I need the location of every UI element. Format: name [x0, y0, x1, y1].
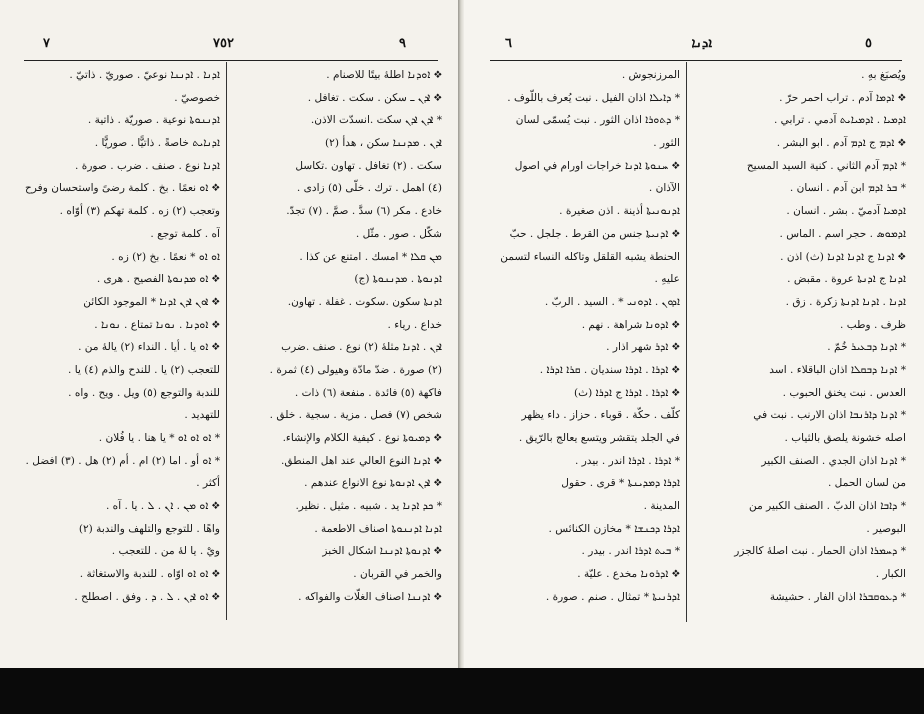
entry-line: ويُصبَغ بهِ .: [861, 69, 906, 81]
entry-line: أكثر .: [196, 477, 220, 490]
column-divider: [226, 62, 227, 620]
entry-line: * ܕܬܘܪܐ اذان الثور . نبت يُسمّى لسان: [515, 114, 680, 127]
entry-line: ❖ ܐܘ ܡܕܢܘܬܐ الفصيح . هرى .: [96, 273, 220, 286]
entry-line: ܐܕܢܢܘܬܐ نوعية . صوريّة . ذاتية .: [87, 114, 220, 127]
outer-page-number: ٥: [865, 36, 872, 51]
entry-line: ܡܢ ܩܠܐ * امسك . امتنع عن كذا .: [299, 250, 442, 263]
entry-line: والخمر في القربان .: [353, 568, 442, 581]
entry-line: ܐܕܢܐ . ܐܕܢܐ ܐܕܢܬܐ زكرة . زق .: [785, 295, 906, 308]
entry-line: * ܐܕܡ آدم الثاني . كنية السيد المسيح: [746, 159, 906, 172]
running-head: ܐܕܢܐ: [691, 36, 712, 51]
entry-line: ❖ ܐܕܢ ܐܕܢܘܬܐ نوع الانواع عندهم .: [304, 477, 442, 490]
entry-line: * ܕܥܘܩܒܪܐ اذان الفار . حشيشة: [769, 590, 906, 603]
entry-line: ܐܕܢ . ܐܕܢܐ مثلهٔ (٢) نوع . صنف .ضرب: [281, 341, 442, 354]
entry-line: ܐܕܪܐ ܕܟܢܫܐ * مخازن الكنائس .: [548, 522, 680, 535]
entry-line: * ܐܕܪܐ . ܐܕܪܐ اندر . بيدر .: [574, 454, 680, 467]
entry-line: * ܕܐܒܐ اذان الدبّ . الصنف الكبير من: [749, 500, 906, 513]
entry-line: خداع . رياء .: [387, 318, 442, 331]
entry-line: ❖ ܐܘܕܢܐ اطلهٔ بیتًا للاصنام .: [326, 69, 442, 81]
entry-line: ❖ ܐܘܢ ܐܕܢ ܐܕܢܐ * الموجود الكائن: [83, 295, 220, 308]
entry-line: ❖ ܕܡܝܘܬܐ نوع . كيفية الكلام والإنشاء.: [282, 432, 442, 444]
entry-line: ❖ ܐܘ ܡܢ . ܐܢ . ܠ . يا . آه .: [105, 500, 220, 513]
entry-line: ܐܕܢܐ . ܐܕܢܢܐ نوعيّ . صوريّ . ذاتيّ .: [69, 69, 220, 81]
entry-line: كلّف . حكّة . قوباء . حزاز . داء يظهر: [521, 409, 680, 422]
entry-line: ❖ ܐܕܢܢܐ اصناف الغلّات والفواكه .: [298, 590, 442, 603]
entry-line: ❖ ܐܘ نعمًا . بخ . كلمة رضیً واستحسان وفرح: [24, 182, 220, 195]
entry-line: ❖ ܐܕܡ ج ܐܕܡ آدم . ابو البشر .: [776, 137, 906, 150]
entry-line: ❖ ܐܕܢܝܬܐ جنس من القرط . جلجل . حبّ: [509, 227, 680, 240]
entry-line: ܐܕܢܘܬܐ . ܡܕܢܢܘܬܐ (ج): [354, 273, 442, 286]
entry-line: * ܟܕ ܐܕܢܐ يد . شبيه . مثيل . نظير.: [295, 500, 442, 513]
entry-line: للتهديد .: [184, 409, 220, 422]
entry-line: * ܐܕܢܐ ܕܒܩܠܐ اذان الباقلاء . اسد: [769, 363, 906, 376]
entry-line: ❖ ܐܕܢܘܬܐ ܐܕܢܢܐ اشكال الخبز: [322, 545, 442, 558]
entry-line: * ܐܘ أو . اما (٢) ام . أم (٢) هل . (٣) افضل .: [25, 454, 220, 467]
entry-line: العدس . نبت يخنق الحبوب .: [782, 386, 906, 399]
left-page-header: [0, 36, 458, 58]
running-head: ٧٥٢: [213, 36, 234, 51]
entry-line: ❖ ܐܕܡܐ آدم . تراب احمر حرّ .: [779, 91, 906, 104]
entry-line: الكبار .: [875, 568, 906, 581]
entry-line: اصله خشونة يلصق بالثياب .: [784, 432, 906, 444]
right-page: [464, 0, 924, 668]
entry-line: ܐܘ ܐܘ * نعمًا . بخ (٢) زه .: [111, 250, 220, 263]
right-column: [232, 64, 442, 609]
entry-line: ❖ ܐܘܕܢܐ . ܢܘܢܐ تمتاع . ܢܘܢܐ .: [94, 318, 220, 331]
entry-line: * ܒܪ ܐܕܡ ابن آدم . انسان .: [789, 182, 906, 195]
scan-border: [0, 668, 924, 714]
entry-line: وتعجب (٢) زه . كلمة تهكم (٣) أوّاه .: [59, 205, 220, 218]
entry-line: (٤) اهمل . ترك . خلّی (٥) زادی .: [296, 182, 442, 195]
entry-line: المدينة .: [643, 500, 680, 513]
entry-line: من لسان الحمل .: [827, 477, 906, 490]
entry-line: ܐܕܘܢ . ܐܕܘܢܝ * . السيد . الربّ .: [544, 295, 680, 308]
entry-line: ❖ ܐܕܢ ـ سكن . سكت . تغافل .: [307, 91, 442, 104]
entry-line: فاكهة (٥) فائدة . منفعة (٦) ذات .: [294, 386, 442, 399]
entry-line: ظرف . وطب .: [839, 318, 906, 331]
outer-page-number: ٩: [399, 36, 406, 51]
entry-line: البوصير .: [866, 522, 906, 535]
entry-line: ❖ ܐܕܪܐ . ܐܕܪܐ ج ܐܕܪܐ (ث): [574, 386, 680, 399]
entry-line: الآذان .: [648, 182, 680, 195]
entry-line: ܐܕܡܝܐ آدميّ . بشر . انسان .: [786, 205, 906, 218]
entry-line: ܐܕܢܐ ܐܕܢܢܘܬܐ اصناف الاطعمة .: [314, 522, 442, 535]
entry-line: ܐܕܪܐ ܕܡܕܝܢܬܐ * قرى . حقول: [561, 477, 680, 490]
entry-line: ❖ ܐܘ ܐܘ اوّاه . للندبة والاستغاثة .: [79, 568, 220, 581]
entry-line: الحنطة يشبه القلقل وتاكله النساء لتسمن: [500, 250, 680, 263]
entry-line: ܐܕܡܝܐ . ܐܕܡܝܐܝܬ آدمي . ترابي .: [773, 114, 906, 127]
entry-line: * ܒܝܬ ܐܕܪܐ اندر . بيدر .: [581, 545, 680, 558]
right-page-header: [464, 36, 924, 58]
entry-line: ❖ ܚܢܘܬܐ ܐܕܢܐ خراجات اورام في اصول: [514, 159, 680, 172]
entry-line: ܐܕܡܘܣ . حجر اسم . الماس .: [779, 227, 906, 240]
entry-line: ❖ ܐܕܪ شهر اذار .: [606, 341, 680, 354]
entry-line: (٢) صورة . ضدّ مادّة وهيولی (٤) ثمرة .: [269, 363, 442, 376]
entry-line: ܐܕܪܢܝܬܐ * تمثال . صنم . صورة .: [545, 590, 680, 603]
entry-line: ❖ ܐܘ ܐܕܢ . ܠ . ܕ . وفق . اصطلح .: [74, 590, 220, 603]
entry-line: * ܐܘ ܐܘ ܐܘ * يا هنا . يا فُلان .: [98, 432, 220, 444]
entry-line: شخص (٧) فصل . مزية . سجية . خلق .: [269, 409, 442, 422]
entry-line: آه . كلمة توجع .: [150, 227, 220, 240]
left-column: [24, 64, 220, 609]
entry-line: سكت . (٢) تغافل . تهاون .تكاسل: [295, 159, 442, 172]
entry-line: ❖ ܐܕܢܐ النوع العالي عند اهل المنطق.: [281, 454, 442, 467]
entry-line: المرزنجوش .: [621, 69, 680, 81]
entry-line: ܐܕܢܘܢܝܬܐ أذينة . اذن صغيرة .: [559, 205, 680, 218]
entry-line: خصوصيّ .: [174, 91, 220, 104]
entry-line: ܐܕܢܐܝܬ خاصةً . ذاتيًّا . صوريًّا .: [94, 137, 220, 150]
entry-line: للتعجب (٢) يا . للندح والذم (٤) يا .: [67, 363, 220, 376]
entry-line: * ܕܐܝܠܐ اذان الفيل . نبت يُعرف باللّوف .: [507, 91, 680, 104]
entry-line: الثور .: [653, 137, 680, 150]
entry-line: خادع . مکر (٦) سدَّ . صمَّ . (٧) تجدّ.: [286, 205, 442, 218]
header-rule: [490, 60, 902, 61]
entry-line: ܐܕܢܬܐ سكون .سكوت . غفلة . تهاون.: [287, 295, 442, 308]
left-column: [490, 64, 680, 609]
header-rule: [24, 60, 438, 61]
entry-line: ❖ ܐܕܘܢܐ شراهة . نهم .: [581, 318, 680, 331]
entry-line: ܐܕܢܐ ج ܐܕܢܬܐ عروة . مقبض .: [787, 273, 906, 286]
entry-line: ❖ ܐܕܢܐ ج ܐܕܢܐ ܐܕܢܐ (ث) اذن .: [780, 250, 906, 263]
entry-line: ܐܕܢ . ܡܕܢܢܐ سكن ، هدأ (٢): [324, 137, 442, 150]
entry-line: * ܐܕܢܐ ܕܐܪܢܒܐ اذان الارنب . نبت في: [753, 409, 906, 422]
entry-line: شكّل . صور . مثّل .: [355, 227, 442, 240]
entry-line: ❖ ܐܘ يا . أيا . النداء (٢) يالهٔ من .: [78, 341, 220, 354]
entry-line: للندبة والتوجع (٥) ويل . ويح . واه .: [68, 386, 220, 399]
inner-page-number: ٦: [505, 36, 512, 51]
entry-line: * ܐܕܢ ܐܕܢ سكت .انسدّت الاذن.: [310, 114, 442, 127]
entry-line: * ܐܕܢܐ اذان الجدي . الصنف الكبير: [761, 454, 906, 467]
inner-page-number: ٧: [43, 36, 50, 51]
entry-line: واهًا . للتوجع والتلهف والندبة (٢): [78, 522, 220, 535]
entry-line: ܐܕܢܐ نوع . صنف . ضرب . صورة .: [75, 159, 220, 172]
left-page: [0, 0, 458, 668]
entry-line: * ܕܚܡܪܐ اذان الحمار . نبت اصلهٔ كالجزر: [734, 545, 906, 558]
column-divider: [686, 62, 687, 622]
entry-line: ويْ . يا لهٔ من . للتعجب .: [111, 545, 220, 558]
entry-line: في الجلد يتقشر ويتسع يعالج بالرّيق .: [518, 432, 680, 444]
right-column: [694, 64, 906, 609]
entry-line: * ܐܕܢܐ ܕܒܥܝܪ خُمّ .: [827, 341, 906, 354]
entry-line: عليهِ .: [654, 273, 680, 286]
entry-line: ❖ ܐܕܪܐ . ܐܕܪܐ سنديان . ܩܪܐ ܐܕܪܐ .: [539, 363, 680, 376]
entry-line: ❖ ܐܕܪܘܢܐ مخدع . عليّة .: [577, 568, 680, 581]
